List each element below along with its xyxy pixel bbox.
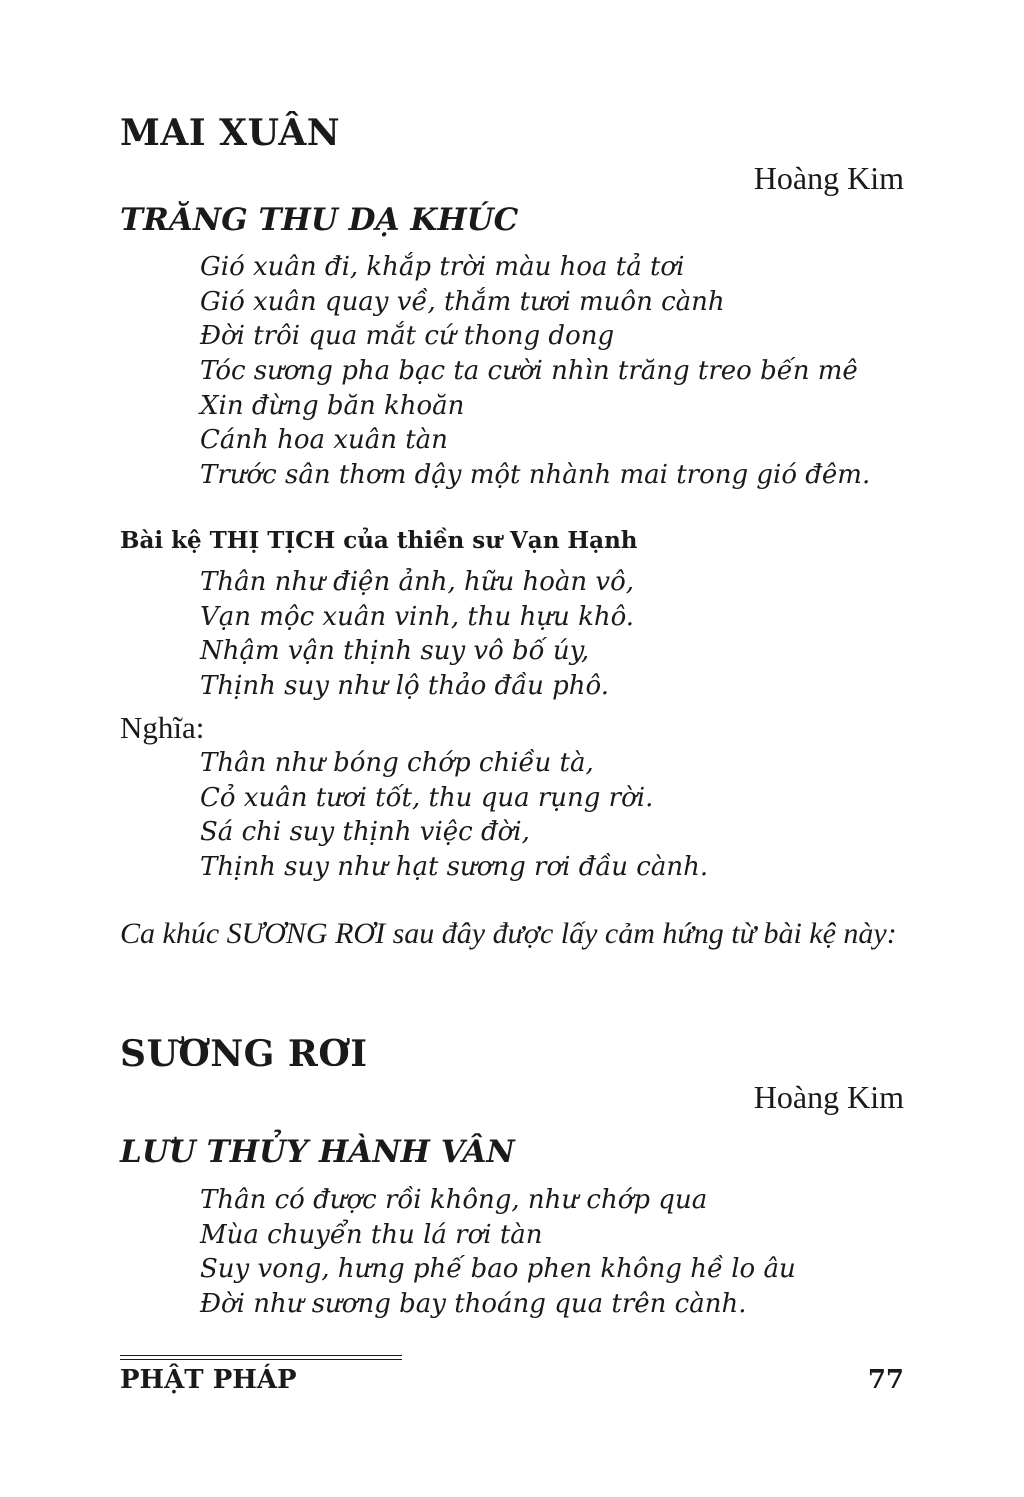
running-footer-title: PHẬT PHÁP [120, 1365, 297, 1395]
verse-block-suong-roi [200, 1183, 796, 1322]
verse-line: Cánh hoa xuân tàn [200, 425, 448, 456]
verse-line: Thịnh suy như hạt sương rơi đầu cành. [200, 852, 709, 883]
verse-line: Gió xuân đi, khắp trời màu hoa tả tơi [200, 252, 685, 282]
verse-line: Cỏ xuân tươi tốt, thu qua rụng rời. [200, 782, 654, 813]
verse-line: Trước sân thơm dậy một nhành mai trong gió đêm. [200, 460, 871, 491]
verse-line: Thân có được rồi không, như chớp qua [200, 1185, 708, 1215]
intro-paragraph: Ca khúc SƯƠNG RƠI sau đây được lấy cảm hứng từ bài kệ này: [120, 917, 897, 950]
verse-line: Đời như sương bay thoáng qua trên cành. [200, 1289, 747, 1320]
song-title-mai-xuan: MAI XUÂN [120, 112, 341, 154]
author-name: Hoàng Kim [753, 160, 904, 196]
footer-divider [120, 1355, 402, 1360]
author-name: Hoàng Kim [753, 1079, 904, 1115]
verse-line: Tóc sương pha bạc ta cười nhìn trăng treo bến mê [200, 356, 858, 387]
verse-block-ke [200, 565, 634, 704]
verse-line: Đời trôi qua mắt cứ thong dong [200, 321, 615, 352]
song-subtitle: LƯU THỦY HÀNH VÂN [120, 1134, 515, 1170]
verse-line: Thịnh suy như lộ thảo đầu phô. [200, 671, 609, 702]
verse-line: Thân như bóng chớp chiều tà, [200, 748, 594, 778]
verse-line: Sá chi suy thịnh việc đời, [200, 817, 530, 848]
verse-block-mai-xuan [200, 250, 870, 493]
verse-line: Xin đừng băn khoăn [200, 390, 465, 421]
verse-line: Vạn mộc xuân vinh, thu hựu khô. [200, 601, 635, 632]
song-subtitle: TRĂNG THU DẠ KHÚC [120, 202, 519, 238]
verse-block-meaning [200, 746, 708, 885]
page-number: 77 [867, 1365, 904, 1395]
verse-line: Mùa chuyển thu lá rơi tàn [200, 1219, 543, 1250]
ke-heading: Bài kệ THỊ TỊCH của thiền sư Vạn Hạnh [120, 527, 638, 554]
verse-line: Thân như điện ảnh, hữu hoàn vô, [200, 567, 634, 597]
verse-line: Nhậm vận thịnh suy vô bố úy, [200, 636, 590, 667]
verse-line: Suy vong, hưng phế bao phen không hề lo âu [200, 1254, 796, 1285]
verse-line: Gió xuân quay về, thắm tươi muôn cành [200, 286, 725, 317]
meaning-label: Nghĩa: [120, 710, 205, 745]
song-title-suong-roi: SƯƠNG RƠI [120, 1033, 368, 1075]
